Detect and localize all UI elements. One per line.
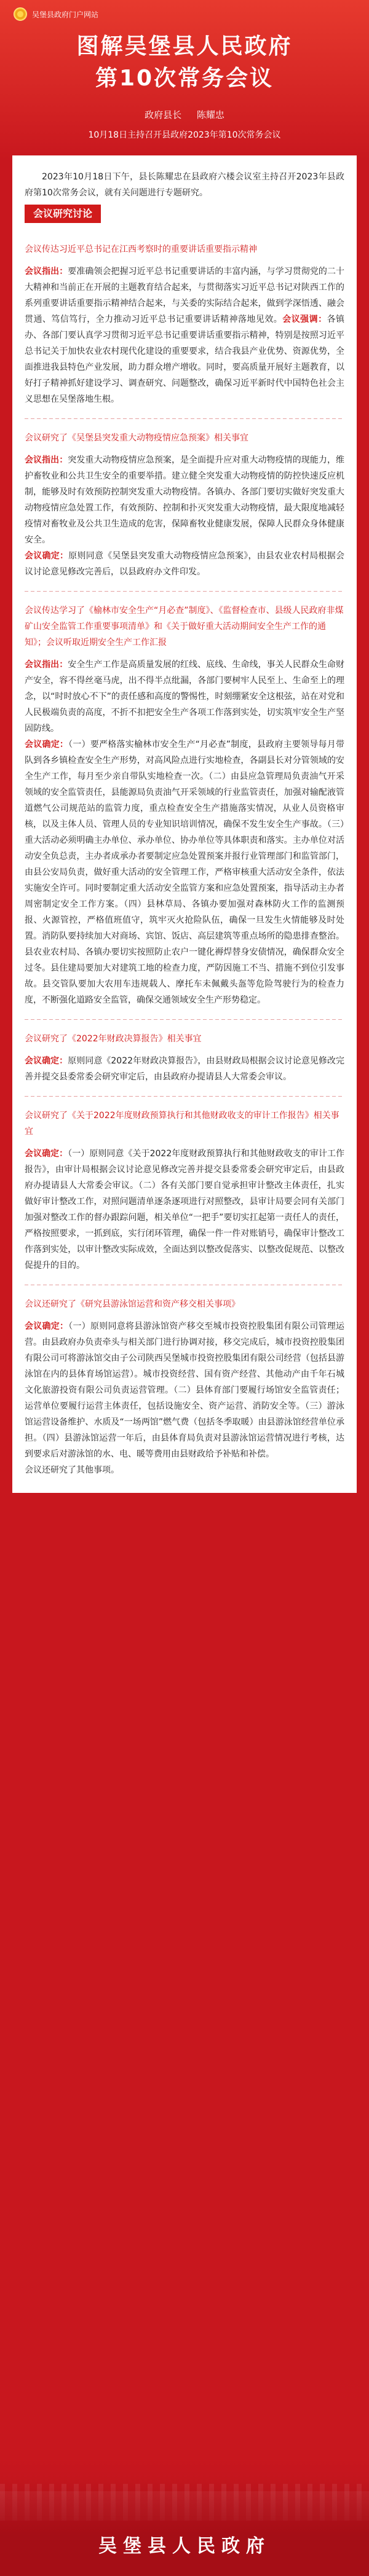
byline — [0, 108, 369, 121]
paragraph-label: 会议指出： — [25, 660, 68, 670]
byline-name: 陈耀忠 — [196, 109, 224, 120]
section-paragraph — [25, 1146, 344, 1274]
site-name[interactable]: 吴堡县政府门户网站 — [32, 10, 99, 19]
section-paragraph — [25, 452, 344, 548]
section-1 — [25, 241, 344, 407]
section-title: 会议研究了《2022年财政决算报告》相关事宜 — [25, 1034, 202, 1044]
paragraph-label: 会议确定： — [25, 740, 69, 750]
divider — [25, 591, 344, 592]
paragraph-text: 各镇办、各部门要认真学习贯彻习近平总书记重要讲话重要指示精神，特别是按照习近平总书记关于加快农业农村现代化建设的重要要求，结合我县产业优势、资源优势，全面推进我县特色产业发展，助力群众增产增收。同时，要高质量开展好主题教育，以好打子精神抓好建设学习、调查研究、问题整改，确保习近平新时代中国特色社会主义思想在吴堡落地生根。 — [25, 315, 345, 404]
site-header — [0, 0, 369, 28]
byline-role: 政府县长 — [145, 109, 182, 120]
paragraph-text: 安全生产工作是高质量发展的红线、底线、生命线，事关人民群众生命财产安全，容不得丝毫马虎，出不得半点纰漏，各部门要树牢人民至上、生命至上的理念，以“时时放心不下”的责任感和高度的警惕性，时刻绷紧安全这根弦，站在对党和人民极端负责的高度，不折不扣把安全生产各项工作落到实处，切实筑牢安全生产坚固防线。 — [25, 660, 345, 734]
paragraph-text: 要准确领会把握习近平总书记重要讲话的丰富内涵，与学习贯彻党的二十大精神和当前正在开展的主题教育结合起来，与贯彻落实习近平总书记对陕西工作的系列重要讲话重要指示精神结合起来，与关委的实际结合起来，做到学深悟透、融会贯通、笃信笃行，全力推动习近平总书记重要讲话精神落地见效。 — [25, 267, 345, 324]
section-title: 会议传达学习了《榆林市安全生产“月必查”制度》、《监督检查市、县级人民政府非煤矿山安全监管工作重要事项清单》和《关于做好重大活动期间安全生产工作的通知》；会议听取近期安全生产工作汇报 — [25, 606, 344, 648]
paragraph-label: 会议指出： — [25, 455, 68, 465]
intro-paragraph: 2023年10月18日下午，县长陈耀忠在县政府六楼会议室主持召开2023年县政府第10次常务会议，就有关问题进行专题研究。 — [25, 172, 344, 198]
section-paragraph — [25, 548, 344, 580]
paragraph-text: 突发重大动物疫情应急预案，是全面提升应对重大动物疫情的现能力，维护畜牧业和公共卫生安全的重要举措。建立健全突发重大动物疫情的防控快速反应机制，能够及时有效预防控制突发重大动物疫情。各镇办、各部门要切实做好突发重大动物疫情应急处置工作，有效预防、控制和扑灭突发重大动物疫情，最大限度地减轻疫情对畜牧业及公共卫生造成的危害，保障畜牧业健康发展，保障人民群众身体健康安全。 — [25, 455, 345, 545]
paragraph-text: 会议还研究了其他事项。 — [25, 1465, 119, 1475]
paragraph-text: （一）原则同意将县游泳馆资产移交至城市投资控股集团有限公司管理运营。由县政府办负责牵头与相关部门进行协调对接，移交完成后，城市投资控股集团有限公司可将游泳馆交由子公司陕西吴堡城市投资控股集团有限公司经营（包括县游泳馆在内的县体育场馆运营）。城市投资经营、国有资产经营、其他动产由千年石城文化旅游投资有限公司负责运营管理。（二）县体育部门要履行场馆安全监管责任；运营单位要履行运营主体责任，包括设施安全、资产运营、消防安全等。（三）游泳馆运营设备维护、水质及“一场两馆”燃气费（包括冬季取暖）由县游泳馆经营单位承担。（四）县游泳馆运营一年后，由县体育局负责对县游泳馆运营情况进行考核，达到要求后对游泳馆的水、电、暖等费用由县财政给予补贴和补偿。 — [25, 1321, 344, 1459]
paragraph-label: 会议指出： — [25, 267, 68, 276]
paragraph-label: 会议确定： — [25, 1321, 69, 1331]
page-title-line1: 图解吴堡县人民政府 — [76, 34, 293, 59]
divider — [25, 1019, 344, 1020]
section-title: 会议传达习近平总书记在江西考察时的重要讲话重要指示精神 — [25, 245, 257, 254]
paragraph-text: 原则同意《吴堡县突发重大动物疫情应急预案》，由县农业农村局根据会议讨论意见修改完善后，以县政府办文件印发。 — [25, 551, 344, 577]
section-paragraph — [25, 1053, 344, 1085]
section-6 — [25, 1296, 344, 1478]
national-emblem-icon — [14, 7, 27, 21]
page-title-line2: 第10次常务会议 — [95, 66, 274, 91]
divider — [25, 1096, 344, 1097]
paragraph-text: （一）要严格落实榆林市安全生产“月必查”制度，县政府主要领导每月带队到各乡镇检查安全生产形势，对高风险点进行实地检查，各副县长对分管领域的安全生产工作，每月至少亲自带队实地检查一次。（二）由县应急管理局负责油气开采领域的安全监管责任，县能源局负责油气开采领域的行业监管责任，加强对输配液管道燃气公司规范站的监管力度，重点检查安全生产措施落实情况，从业人员资格审核，以及主体人员、管理人员的专业知识培训情况，确保不发生安全生产事故。（三）重大活动必须明确主办单位、承办单位、协办单位等具体职责和落实。主办单位对活动安全负总责，主办者成承办者要制定应急处置预案并报行业管理部门和监管部门，由县公安局负责，做好重大活动的安全管理工作，严格审核重大活动安全条件，依法实施安全许可。同时要制定重大活动安全监管方案和应急处置预案，指导活动主办者周密制定安全工作方案。（四）县林草局、各镇办要加强对森林防火工作的监测预报、火源管控，严格值班值守，筑牢灭火抢险队伍，确保一旦发生火情能够及时处置。消防队要持续加大对商场、宾馆、饭店、高层建筑等重点场所的隐患排查整治。县农业农村局、各镇办要切实按照防止农户一键化褥焊替身安债情况，确保群众安全过冬。县住建局要加大对建筑工地的检查力度，严防因施工不当、措施不到位引发事故。县交管队要加大农用车违规载人、摩托车未佩戴头盔等危险驾驶行为的检查力度，不断强化道路安全监管，确保交通领域安全生产形势稳定。 — [25, 740, 344, 1005]
section-title: 会议研究了《吴堡县突发重大动物疫情应急预案》相关事宜 — [25, 433, 248, 443]
section-4 — [25, 1031, 344, 1085]
closing-paragraph — [25, 1462, 344, 1478]
paragraph-text: 原则同意《2022年财政决算报告》，由县财政局根据会议讨论意见修改完善并提交县委常委会研究审定后，由县政府办提请县人大常委会审议。 — [25, 1056, 344, 1082]
section-5 — [25, 1108, 344, 1274]
section-tag: 会议研究讨论 — [25, 205, 101, 223]
paragraph-text: （一）原则同意《关于2022年度财政预算执行和其他财政收支的审计工作报告》，由审计局根据会议讨论意见修改完善并提交县委常委会研究审定后，由县政府办提请县人大常委会审议。（二）各有关部门要自觉承担审计整改主体责任，扎实做好审计整改工作，对照问题清单逐条逐项进行对照整改，县审计局要会同有关部门加强对整改工作的督办跟踪问题，相关单位“一把手”要切实扛起第一责任人的责任，严格按照要求，一抓到底，实行闭环管理，确保一件一件对账销号，确保审计整改工作落到实处，以审计整改实际成效，全面达到以整改促落实、以整改促规范、以整改促提升的目的。 — [25, 1149, 344, 1270]
paragraph-label: 会议确定： — [25, 1149, 68, 1159]
footer — [0, 2478, 369, 2576]
paragraph-label: 会议确定： — [25, 551, 69, 561]
subline: 10月18日主持召开县政府2023年第10次常务会议 — [88, 130, 281, 140]
paragraph-label: 会议强调： — [282, 315, 327, 324]
section-title: 会议还研究了《研究县游泳馆运营和资产移交相关事项》 — [25, 1299, 240, 1309]
divider — [25, 418, 344, 419]
section-paragraph — [25, 737, 344, 1008]
section-2 — [25, 430, 344, 580]
content-card — [12, 155, 357, 1493]
section-paragraph — [25, 657, 344, 737]
paragraph-label: 会议确定： — [25, 1056, 68, 1066]
title-block — [0, 28, 369, 95]
section-3 — [25, 603, 344, 1008]
footer-title: 吴堡县人民政府 — [98, 2535, 271, 2557]
section-paragraph — [25, 1318, 344, 1462]
section-paragraph — [25, 264, 344, 407]
section-title: 会议研究了《关于2022年度财政预算执行和其他财政收支的审计工作报告》相关事宜 — [25, 1111, 339, 1137]
